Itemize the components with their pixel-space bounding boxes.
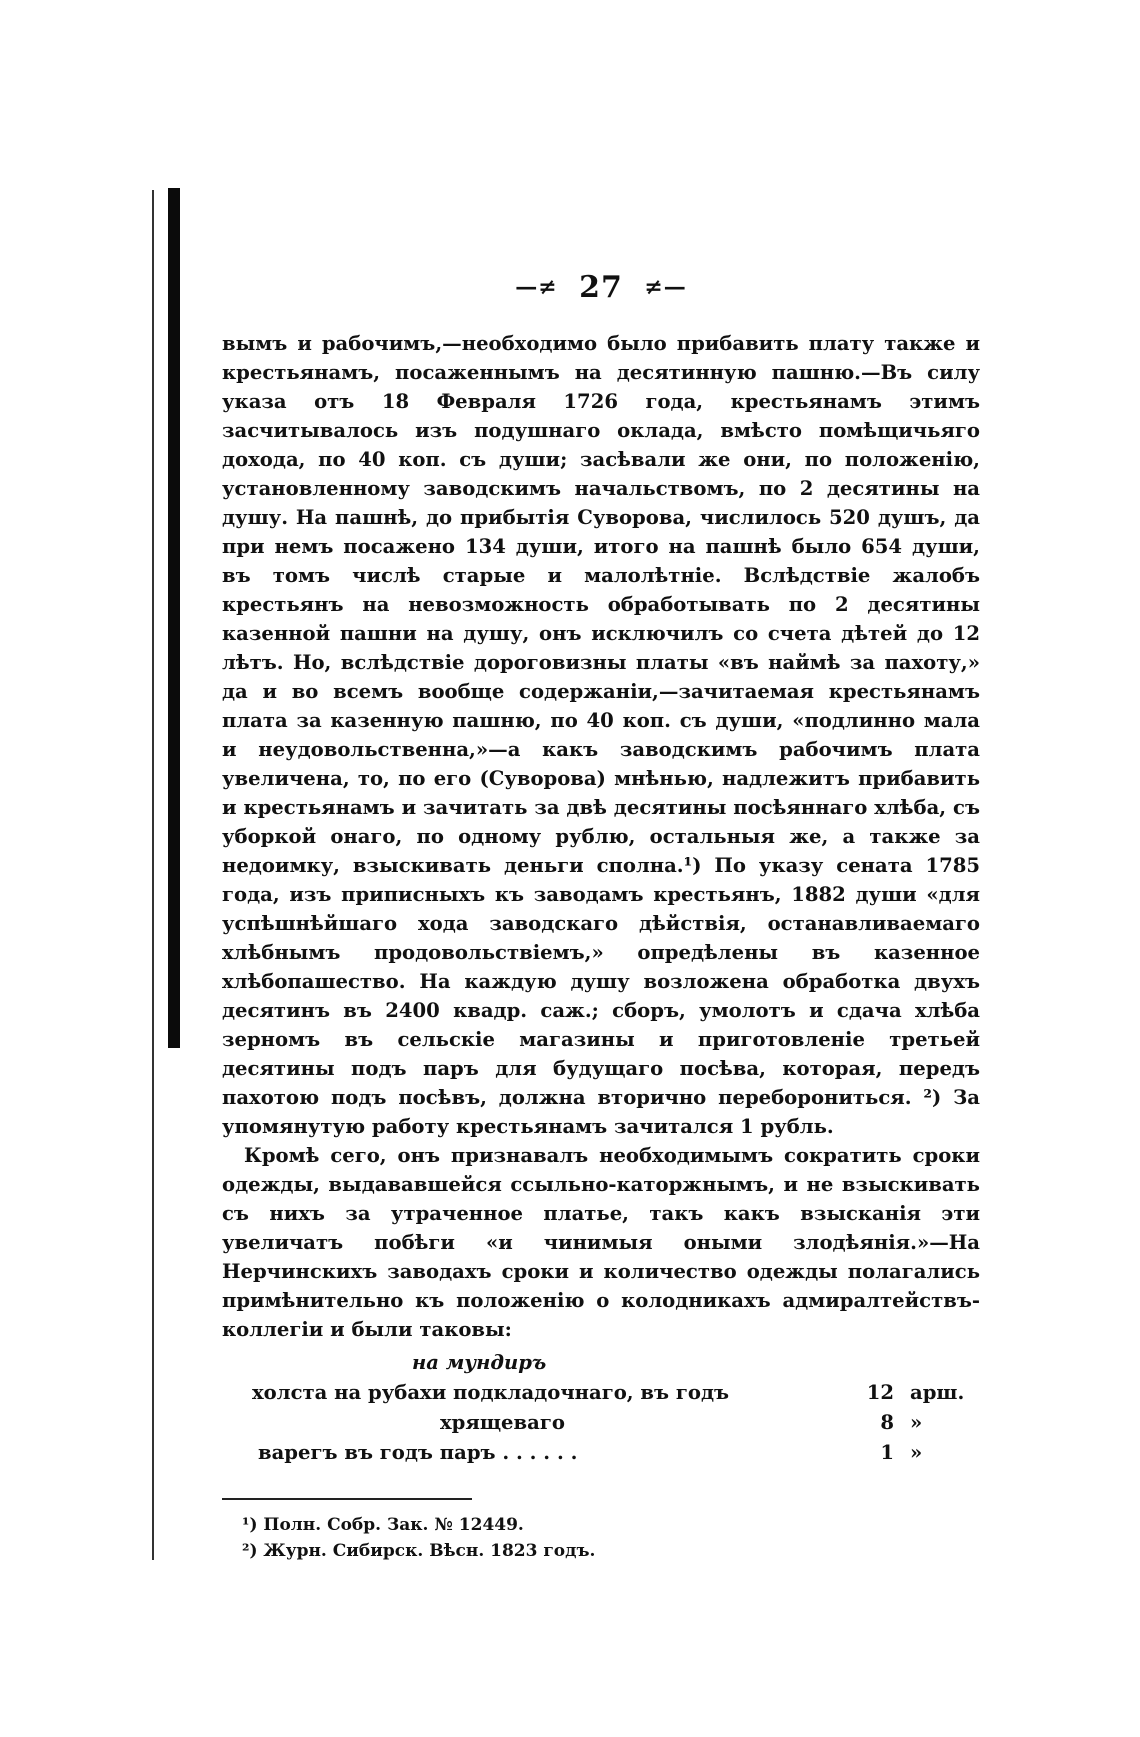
list-row	[222, 1438, 980, 1468]
list-row	[222, 1378, 980, 1408]
paragraph-1: вымъ и рабочимъ,—необходимо было прибавить плату также и крестьянамъ, посаженнымъ на десятинную пашню.—Въ силу указа отъ 18 Февраля 1726 года, крестьянамъ этимъ засчитывалось изъ подушнаго оклада, вмѣсто помѣщичьяго дохода, по 40 коп. съ души; засѣвали же они, по положенію, установленному заводскимъ начальствомъ, по 2 десятины на душу. На пашнѣ, до прибытія Суворова, числилось 520 душъ, да при немъ посажено 134 души, итого на пашнѣ было 654 души, въ томъ числѣ старые и малолѣтніе. Вслѣдствіе жалобъ крестьянъ на невозможность обработывать по 2 десятины казенной пашни на душу, онъ исключилъ со счета дѣтей до 12 лѣтъ. Но, вслѣдствіе дороговизны платы «въ наймѣ за пахоту,» да и во всемъ вообще содержаніи,—зачитаемая крестьянамъ плата за казенную пашню, по 40 коп. съ души, «подлинно мала и неудовольственна,»—а какъ заводскимъ рабочимъ плата увеличена, то, по его (Суворова) мнѣнью, надлежитъ прибавить и крестьянамъ и зачитать за двѣ десятины посѣяннаго хлѣба, съ уборкой онаго, по одному рублю, остальныя же, а также за недоимку, взыскивать деньги сполна.¹) По указу сената 1785 года, изъ приписныхъ къ заводамъ крестьянъ, 1882 души «для успѣшнѣйшаго хода заводскаго дѣйствія, останавливаемаго хлѣбнымъ продовольствіемъ,» опредѣлены въ казенное хлѣбопашество. На каждую душу возложена обработка двухъ десятинъ въ 2400 квадр. саж.; сборъ, умолотъ и сдача хлѣба зерномъ въ сельскіе магазины и приготовленіе третьей десятины подъ паръ для будущаго посѣва, которая, передъ пахотою подъ посѣвъ, должна вторично переборониться. ²) За упомянутую работу крестьянамъ зачитался 1 рубль.	[222, 331, 980, 1138]
footnote-divider	[222, 1498, 472, 1500]
document-page	[222, 268, 980, 1564]
list-item: варегъ въ годъ паръ . . . . . .	[258, 1440, 578, 1464]
page-number: 27	[579, 269, 623, 305]
list-unit: арш.	[910, 1380, 965, 1404]
list-unit: »	[910, 1410, 923, 1434]
footnote-1: ¹) Полн. Собр. Зак. № 12449.	[242, 1514, 524, 1535]
list-unit: »	[910, 1440, 923, 1464]
list-item: холста на рубахи подкладочнаго, въ годъ	[252, 1380, 730, 1404]
list-caption: на мундиръ	[412, 1350, 547, 1374]
page-gutter-line	[152, 190, 154, 1560]
paragraph-2: Кромѣ сего, онъ признавалъ необходимымъ сократить сроки одежды, выдававшейся ссыльно-каторжнымъ, и не взыскивать съ нихъ за утраченное платье, такъ какъ взысканія эти увеличатъ побѣги «и чинимыя оными злодѣянія.»—На Нерчинскихъ заводахъ сроки и количество одежды полагались примѣнительно къ положенію о колодникахъ адмиралтействъ-коллегіи и были таковы:	[222, 1143, 980, 1341]
footnote-2: ²) Журн. Сибирск. Вѣсн. 1823 годъ.	[242, 1540, 596, 1561]
list-qty: 8	[880, 1410, 894, 1434]
left-ornament: —≠	[515, 274, 558, 300]
clothing-list	[222, 1348, 980, 1468]
footnotes	[222, 1512, 980, 1564]
page-header	[222, 268, 980, 305]
right-ornament: ≠—	[644, 274, 687, 300]
list-qty: 12	[866, 1380, 894, 1404]
list-qty: 1	[880, 1440, 894, 1464]
list-item: хрящеваго	[440, 1410, 565, 1434]
list-row	[222, 1408, 980, 1438]
page-binding-mark	[168, 188, 180, 1048]
